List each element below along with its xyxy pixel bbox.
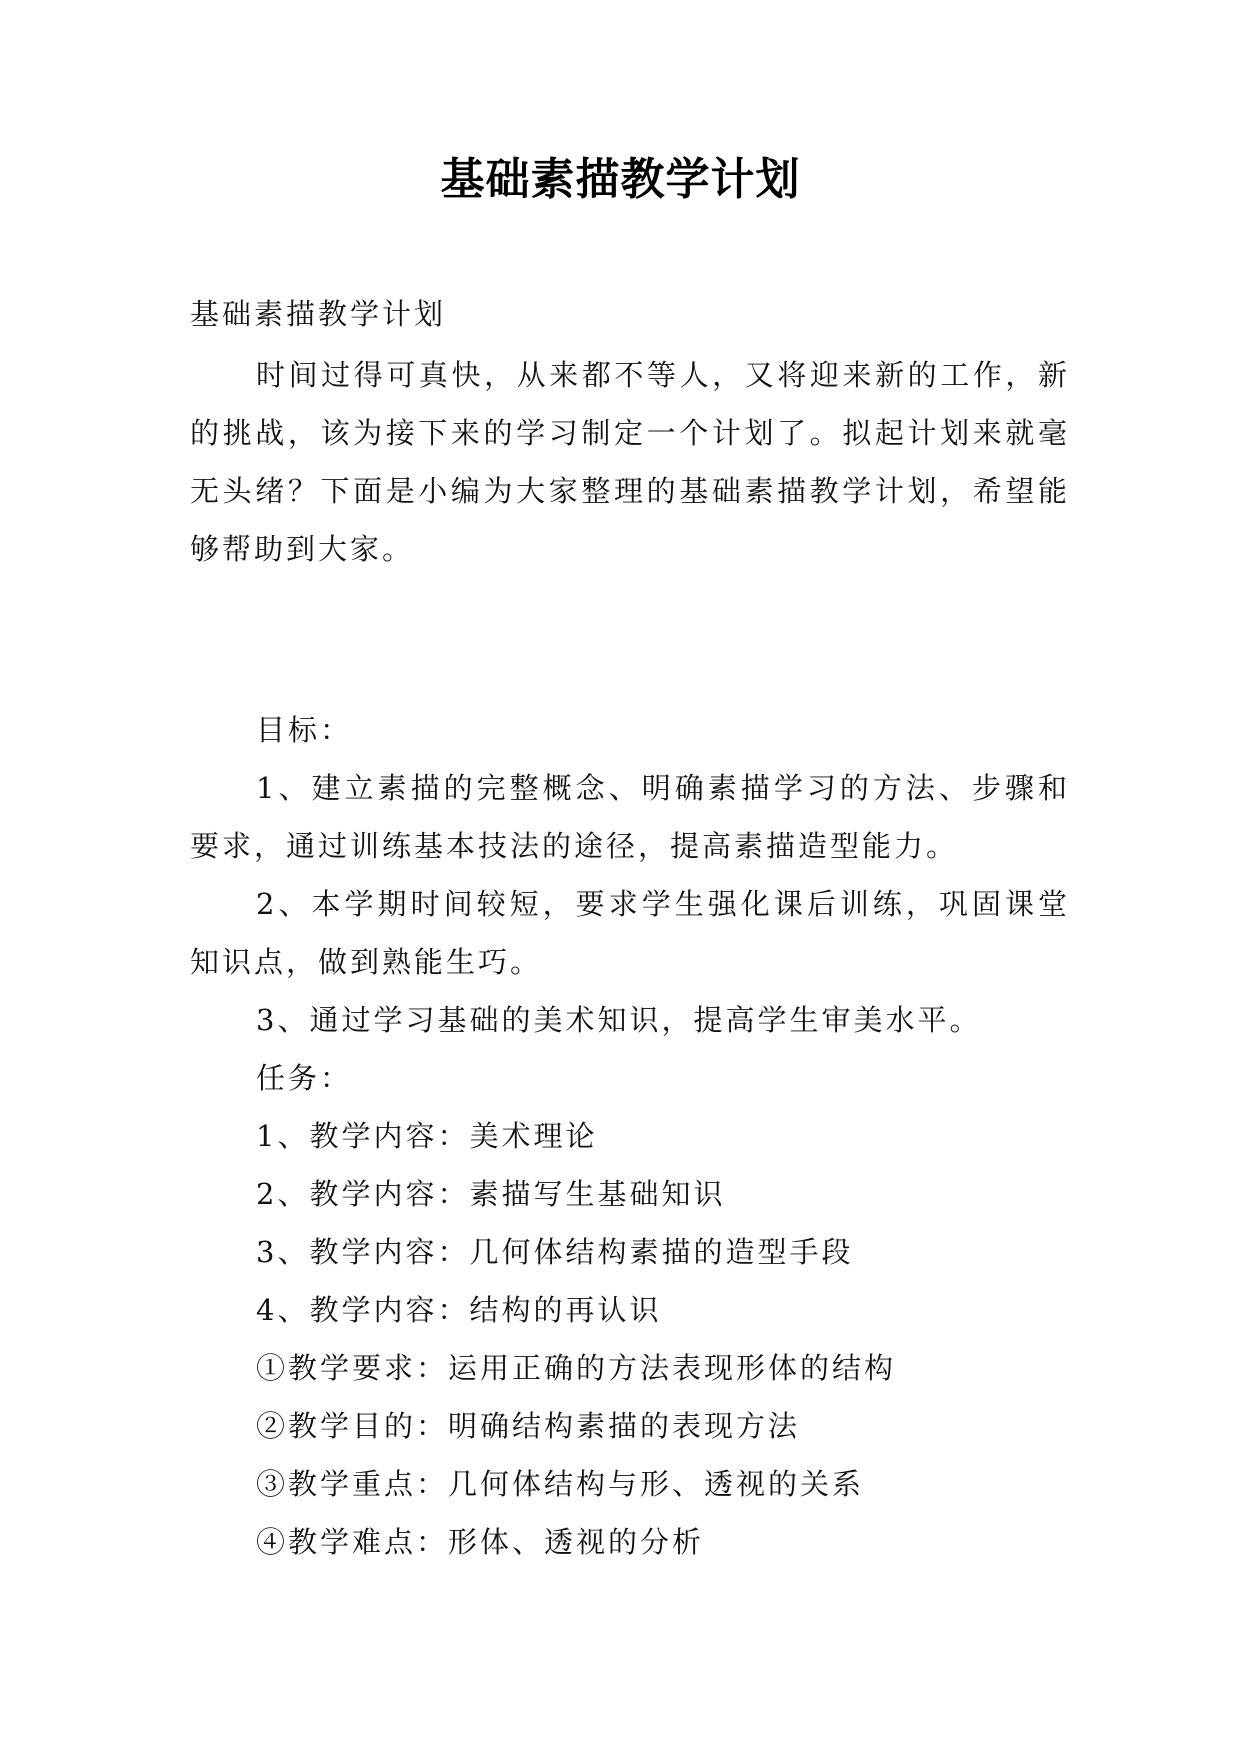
task-item: 2、教学内容：素描写生基础知识 [256,1177,726,1211]
teaching-point: ④教学难点：形体、透视的分析 [256,1525,705,1559]
document-body [190,701,1070,1571]
section-heading-tasks: 任务： [256,1061,353,1095]
section-heading-goals: 目标： [256,713,353,747]
task-item: 3、教学内容：几何体结构素描的造型手段 [256,1235,854,1269]
task-item: 1、教学内容：美术理论 [256,1119,598,1153]
teaching-point: ①教学要求：运用正确的方法表现形体的结构 [256,1351,897,1385]
task-item: 4、教学内容：结构的再认识 [256,1293,662,1327]
teaching-point: ③教学重点：几何体结构与形、透视的关系 [256,1467,865,1501]
teaching-point: ②教学目的：明确结构素描的表现方法 [256,1409,801,1443]
goal-item: 2、本学期时间较短，要求学生强化课后训练，巩固课堂知识点，做到熟能生巧。 [190,887,1070,979]
goal-item: 3、通过学习基础的美术知识，提高学生审美水平。 [256,1003,982,1037]
intro-paragraph: 时间过得可真快，从来都不等人，又将迎来新的工作，新的挑战，该为接下来的学习制定一个计划了。拟起计划来就毫无头绪？下面是小编为大家整理的基础素描教学计划，希望能够帮助到大家。 [190,358,1070,566]
goal-item: 1、建立素描的完整概念、明确素描学习的方法、步骤和要求，通过训练基本技法的途径，提高素描造型能力。 [190,771,1070,863]
document-subtitle: 基础素描教学计划 [190,297,447,331]
document-title: 基础素描教学计划 [440,154,801,205]
